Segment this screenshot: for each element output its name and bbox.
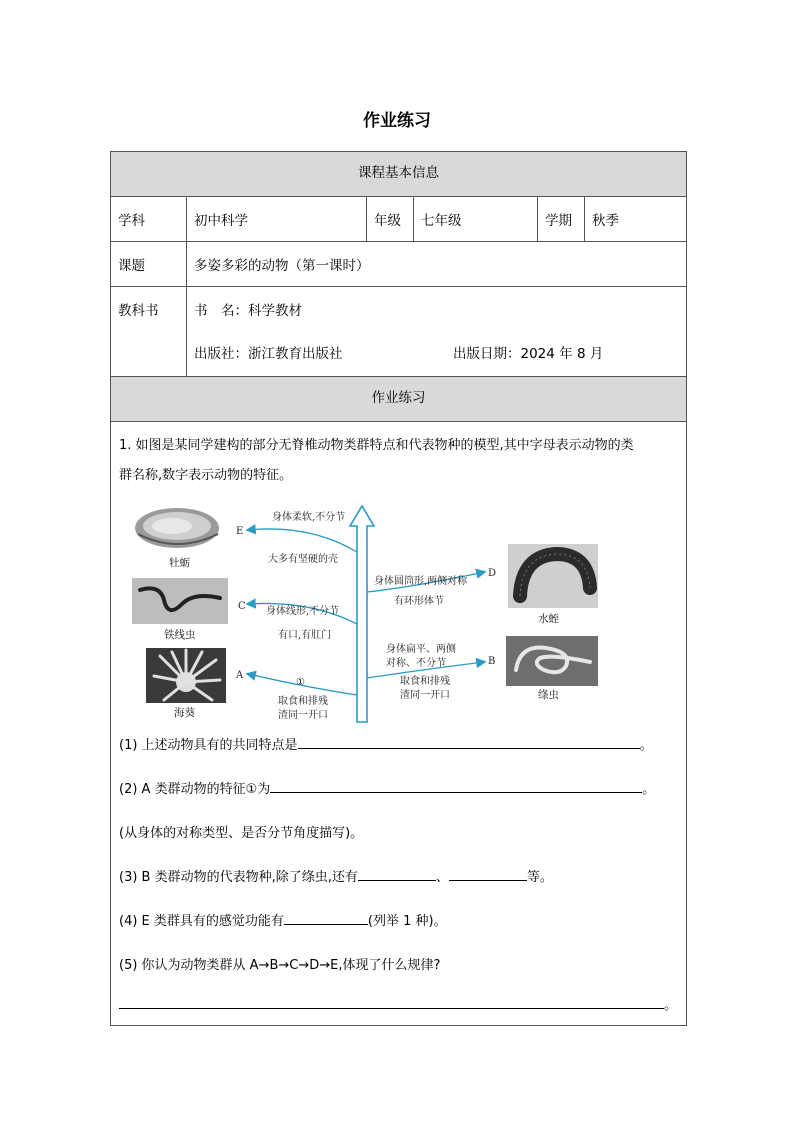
label-B-1: 身体扁平、两侧 bbox=[386, 644, 456, 655]
publish-date: 出版日期：2024 年 8 月 bbox=[453, 346, 604, 362]
course-info-header: 课程基本信息 bbox=[358, 165, 439, 181]
answer-blank-4[interactable] bbox=[284, 910, 368, 925]
oyster-image bbox=[135, 508, 219, 548]
label-C-1: 身体线形,不分节 bbox=[266, 606, 340, 617]
textbook-label: 教科书 bbox=[118, 303, 159, 319]
question-1-end: 。 bbox=[639, 738, 653, 753]
answer-blank-5[interactable] bbox=[119, 994, 664, 1009]
topic-value: 多姿多彩的动物（第一课时） bbox=[194, 258, 370, 274]
question-4-text: (4) E 类群具有的感觉功能有 bbox=[119, 914, 284, 929]
anemone-image bbox=[146, 648, 226, 703]
subject-label: 学科 bbox=[118, 213, 145, 229]
term-label-cell bbox=[538, 197, 585, 241]
caption-leech: 水蛭 bbox=[538, 613, 559, 625]
question-5-answer-line bbox=[119, 994, 677, 1013]
hairworm-image bbox=[132, 578, 228, 624]
topic-row bbox=[111, 242, 686, 287]
central-arrow bbox=[350, 506, 374, 722]
answer-blank-3b[interactable] bbox=[449, 866, 527, 881]
letter-A: A bbox=[236, 670, 244, 681]
question-5-end: 。 bbox=[664, 998, 678, 1013]
label-C-2: 有口,有肛门 bbox=[278, 630, 332, 641]
branch-E bbox=[248, 529, 357, 552]
term-value: 秋季 bbox=[592, 213, 619, 229]
question-4-end: (列举 1 种)。 bbox=[367, 914, 447, 929]
question-2-text: (2) A 类群动物的特征①为 bbox=[119, 782, 271, 797]
page-title: 作业练习 bbox=[363, 111, 431, 131]
question-3-end: 等。 bbox=[526, 870, 553, 885]
caption-tapeworm: 绦虫 bbox=[538, 689, 559, 701]
label-A-3: 渣同一开口 bbox=[278, 710, 328, 721]
exercise-header-row bbox=[111, 377, 686, 422]
diagram-svg bbox=[120, 500, 610, 725]
topic-label: 课题 bbox=[118, 258, 145, 274]
textbook-row bbox=[111, 287, 686, 377]
question-2-end: 。 bbox=[642, 782, 656, 797]
grade-label-cell bbox=[367, 197, 414, 241]
letter-D: D bbox=[488, 568, 497, 579]
course-info-header-row bbox=[111, 152, 686, 197]
label-B-2: 对称、不分节 bbox=[386, 658, 446, 669]
letter-C: C bbox=[238, 601, 246, 612]
question-2 bbox=[119, 778, 655, 797]
letter-B: B bbox=[488, 656, 496, 667]
answer-blank-1[interactable] bbox=[298, 734, 640, 749]
invertebrate-model-diagram bbox=[120, 500, 610, 725]
answer-blank-2[interactable] bbox=[270, 778, 642, 793]
answer-blank-3a[interactable] bbox=[358, 866, 436, 881]
leech-image bbox=[508, 544, 598, 608]
grade-value-cell bbox=[414, 197, 538, 241]
label-D-1: 身体圆筒形,两侧对称 bbox=[374, 576, 468, 587]
label-B-3: 取食和排残 bbox=[400, 676, 450, 687]
grade-value: 七年级 bbox=[421, 213, 462, 229]
tapeworm-image bbox=[506, 636, 598, 686]
question-intro-line2: 群名称,数字表示动物的特征。 bbox=[119, 468, 293, 483]
subject-row bbox=[111, 197, 686, 242]
grade-label: 年级 bbox=[374, 213, 401, 229]
question-1-text: (1) 上述动物具有的共同特点是 bbox=[119, 738, 298, 753]
label-A-1: ① bbox=[296, 677, 305, 688]
textbook-label-cell bbox=[111, 287, 187, 376]
question-1 bbox=[119, 734, 653, 753]
question-3 bbox=[119, 866, 553, 885]
question-5: (5) 你认为动物类群从 A→B→C→D→E,体现了什么规律? bbox=[119, 958, 441, 973]
term-label: 学期 bbox=[545, 213, 572, 229]
caption-oyster: 牡蛎 bbox=[169, 557, 190, 569]
label-E-1: 身体柔软,不分节 bbox=[272, 512, 346, 523]
subject-value-cell bbox=[187, 197, 367, 241]
caption-anemone: 海葵 bbox=[174, 707, 195, 719]
label-B-4: 渣同一开口 bbox=[400, 690, 450, 701]
topic-label-cell bbox=[111, 242, 187, 286]
exercise-header: 作业练习 bbox=[371, 390, 426, 406]
publisher: 出版社：浙江教育出版社 bbox=[194, 346, 343, 362]
question-4 bbox=[119, 910, 447, 929]
subject-value: 初中科学 bbox=[194, 213, 248, 229]
label-A-2: 取食和排残 bbox=[278, 696, 328, 707]
label-E-2: 大多有坚硬的壳 bbox=[268, 554, 338, 565]
subject-label-cell bbox=[111, 197, 187, 241]
question-3-text: (3) B 类群动物的代表物种,除了绦虫,还有 bbox=[119, 870, 358, 885]
book-name: 书 名：科学教材 bbox=[194, 303, 302, 319]
question-2-note: (从身体的对称类型、是否分节角度描写)。 bbox=[119, 826, 364, 841]
question-intro-line1: 1. 如图是某同学建构的部分无脊椎动物类群特点和代表物种的模型,其中字母表示动物的类 bbox=[119, 438, 634, 453]
label-D-2: 有环形体节 bbox=[394, 596, 444, 607]
letter-E: E bbox=[236, 526, 244, 537]
question-3-sep: 、 bbox=[435, 870, 449, 885]
caption-hairworm: 铁线虫 bbox=[164, 629, 196, 641]
